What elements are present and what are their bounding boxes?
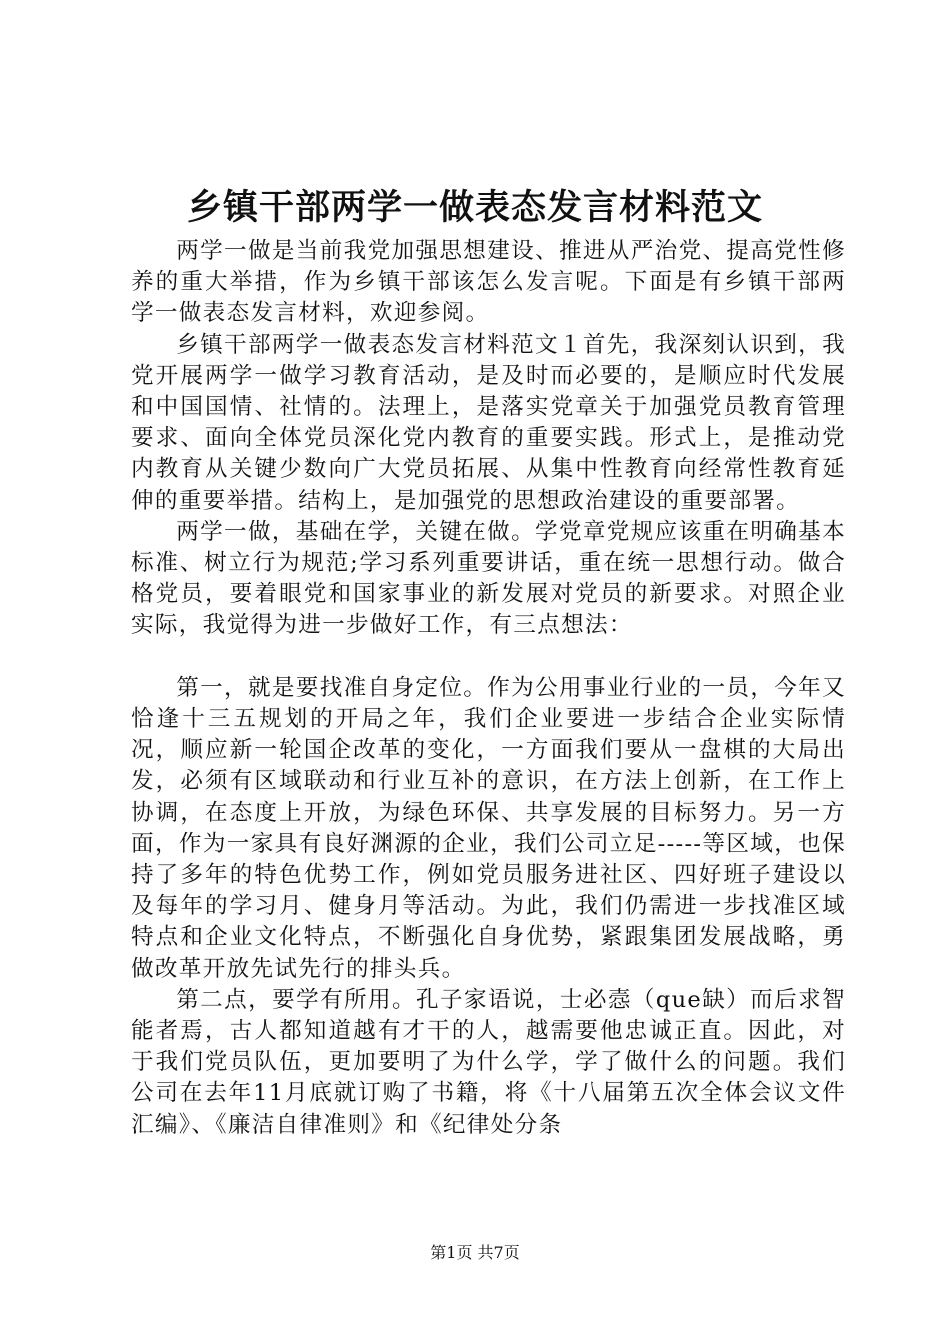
paragraph-point-two: 第二点，要学有所用。孔子家语说，士必悫（que缺）而后求智能者焉，古人都知道越有才干的人，越需要他忠诚正直。因此，对于我们党员队伍，更加要明了为什么学，学了做什么的问题。我们公司在去年11月底就订购了书籍，将《十八届第五次全体会议文件汇编》、《廉洁自律准则》和《纪律处分条 <box>131 986 846 1138</box>
document-title: 乡镇干部两学一做表态发言材料范文 <box>186 187 763 228</box>
page-number-footer: 第1页 共7页 <box>430 1243 520 1262</box>
document-body <box>131 236 846 1141</box>
paragraph-point-one: 第一，就是要找准自身定位。作为公用事业行业的一员，今年又恰逢十三五规划的开局之年，我们企业要进一步结合企业实际情况，顺应新一轮国企改革的变化，一方面我们要从一盘棋的大局出发，必须有区域联动和行业互补的意识，在方法上创新，在工作上协调，在态度上开放，为绿色环保、共享发展的目标努力。另一方面，作为一家具有良好渊源的企业，我们公司立足-----等区域，也保持了多年的特色优势工作，例如党员服务进社区、四好班子建设以及每年的学习月、健身月等活动。为此，我们仍需进一步找准区域特点和企业文化特点，不断强化自身优势，紧跟集团发展战略，勇做改革开放先试先行的排头兵。 <box>131 674 846 982</box>
paragraph-learn-and-do: 两学一做，基础在学，关键在做。学党章党规应该重在明确基本标准、树立行为规范;学习系列重要讲话，重在统一思想行动。做合格党员，要着眼党和国家事业的新发展对党员的新要求。对照企业实际，我觉得为进一步做好工作，有三点想法： <box>131 518 846 639</box>
paragraph-first-speech: 乡镇干部两学一做表态发言材料范文１首先，我深刻认识到，我党开展两学一做学习教育活动，是及时而必要的，是顺应时代发展和中国国情、社情的。法理上，是落实党章关于加强党员教育管理要求、面向全体党员深化党内教育的重要实践。形式上，是推动党内教育从关键少数向广大党员拓展、从集中性教育向经常性教育延伸的重要举措。结构上，是加强党的思想政治建设的重要部署。 <box>131 331 846 514</box>
paragraph-intro: 两学一做是当前我党加强思想建设、推进从严治党、提高党性修养的重大举措，作为乡镇干部该怎么发言呢。下面是有乡镇干部两学一做表态发言材料，欢迎参阅。 <box>131 238 846 327</box>
